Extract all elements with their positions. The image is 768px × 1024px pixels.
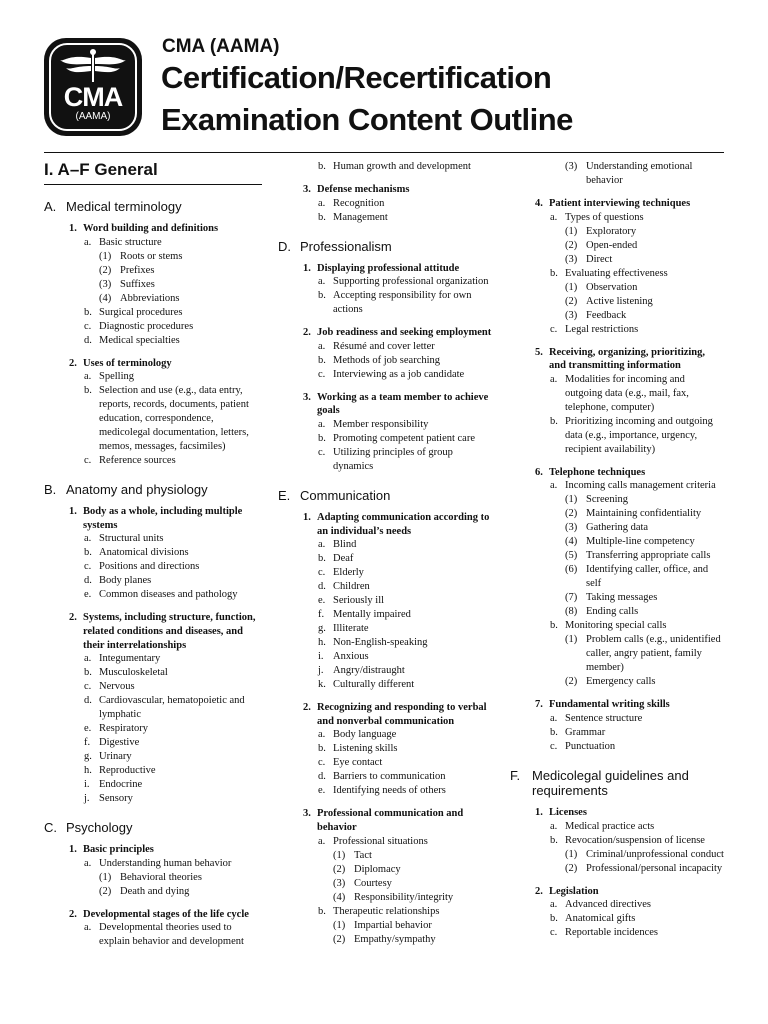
list-item: i. Endocrine xyxy=(84,779,143,791)
list-item: b. Human growth and development xyxy=(318,161,471,172)
column-1 xyxy=(44,160,262,949)
list-item: a. Résumé and cover letter xyxy=(318,340,435,352)
list-item: c. Nervous xyxy=(84,681,135,693)
list-item: g. Illiterate xyxy=(318,623,369,635)
list-item: a. Basic structure xyxy=(84,236,162,248)
list-subitem: (2) Empathy/sympathy xyxy=(333,933,436,945)
list-subitem: (2) Maintaining confidentiality xyxy=(565,508,702,520)
list-item: a. Structural units xyxy=(84,533,164,545)
list-item: a. Supporting professional organization xyxy=(318,276,489,288)
caduceus-wings-icon xyxy=(58,48,128,84)
list-subitem: (3) Direct xyxy=(565,253,613,265)
list-item: c. Reference sources xyxy=(84,455,176,467)
list-item: a. Medical practice acts xyxy=(550,820,655,832)
list-item: a. Integumentary xyxy=(84,653,161,665)
list-subitem: (1) Roots or stems xyxy=(99,250,183,262)
list-subitem: (3) Suffixes xyxy=(99,278,155,290)
list-item: a. Recognition xyxy=(318,197,385,209)
topic: 1. Displaying professional attitude xyxy=(303,262,460,274)
list-subitem: (2) Prefixes xyxy=(99,264,155,276)
list-item: f. Digestive xyxy=(84,737,140,749)
list-subitem: (1) Exploratory xyxy=(565,225,637,237)
list-subitem: (2) Open-ended xyxy=(565,239,638,251)
list-item: b. Management xyxy=(318,211,388,223)
topic: 2. Legislation xyxy=(535,885,599,897)
topic: 2. Systems, including structure, function, related conditions and diseases, and their interrelationships xyxy=(69,612,256,651)
list-item: b. Deaf xyxy=(318,553,354,565)
list-item: b. Grammar xyxy=(550,726,606,738)
list-subitem: (2) Death and dying xyxy=(99,885,190,897)
list-item: a. Blind xyxy=(318,539,357,551)
topic: 6. Telephone techniques xyxy=(535,466,646,478)
topic: 2. Uses of terminology xyxy=(69,357,172,369)
list-subitem: (1) Criminal/unprofessional conduct xyxy=(565,848,724,860)
list-item: b. Therapeutic relationships xyxy=(318,905,440,917)
list-subitem: (4) Responsibility/integrity xyxy=(333,891,454,903)
list-item: b. Selection and use (e.g., data entry, reports, records, documents, patient education, correspondence, medicolegal documentation, letters, memos, messages, facsimiles) xyxy=(84,385,249,453)
list-item: b. Accepting responsibility for own actions xyxy=(318,290,472,316)
list-item: g. Urinary xyxy=(84,751,132,763)
list-item: b. Anatomical divisions xyxy=(84,547,189,559)
topic: 2. Job readiness and seeking employment xyxy=(303,327,492,339)
topic: 3. Working as a team member to achieve goals xyxy=(303,391,489,417)
list-item: d. Cardiovascular, hematopoietic and lymphatic xyxy=(84,695,245,721)
list-item: a. Understanding human behavior xyxy=(84,857,232,869)
topic: 3. Defense mechanisms xyxy=(303,184,410,195)
list-subitem: (3) Courtesy xyxy=(333,877,392,889)
logo-text: CMA xyxy=(63,82,123,112)
list-item: c. Punctuation xyxy=(550,740,616,752)
list-item: d. Medical specialties xyxy=(84,334,180,346)
topic: 1. Adapting communication according to an individual’s needs xyxy=(303,511,490,537)
list-item: c. Eye contact xyxy=(318,757,383,769)
list-subitem: (1) Problem calls (e.g., unidentified caller, angry patient, family member) xyxy=(565,634,721,674)
list-item: c. Elderly xyxy=(318,567,364,579)
list-item: d. Children xyxy=(318,581,370,593)
list-subitem: (2) Diplomacy xyxy=(333,863,401,875)
list-item: a. Spelling xyxy=(84,371,135,383)
topic: 7. Fundamental writing skills xyxy=(535,699,670,711)
list-item: a. Member responsibility xyxy=(318,418,429,430)
list-item: b. Monitoring special calls xyxy=(550,620,667,632)
topic: 1. Body as a whole, including multiple systems xyxy=(69,506,243,531)
list-item: j. Angry/distraught xyxy=(318,665,405,677)
list-item: a. Body language xyxy=(318,729,397,741)
list-subitem: (4) Abbreviations xyxy=(99,292,180,304)
list-item: d. Body planes xyxy=(84,575,152,587)
section-c-heading: C. Psychology xyxy=(44,820,133,836)
logo-subtext: (AAMA) xyxy=(75,111,111,122)
list-item: a. Professional situations xyxy=(318,835,428,847)
cma-logo xyxy=(44,38,142,136)
list-item: b. Promoting competent patient care xyxy=(318,432,475,444)
list-item: b. Revocation/suspension of license xyxy=(550,834,705,846)
column-3 xyxy=(510,160,724,940)
list-item: b. Prioritizing incoming and outgoing data (e.g., importance, urgency, recipient availability) xyxy=(550,415,713,455)
topic: 3. Professional communication and behavior xyxy=(303,808,464,833)
document-header xyxy=(44,36,724,146)
section-f-heading: F. Medicolegal guidelines and requirements xyxy=(510,767,689,798)
list-item: b. Methods of job searching xyxy=(318,354,441,366)
list-item: a. Sentence structure xyxy=(550,712,643,724)
header-rule xyxy=(44,152,724,153)
list-item: e. Respiratory xyxy=(84,723,148,735)
list-subitem: (1) Tact xyxy=(333,849,372,861)
list-item: c. Interviewing as a job candidate xyxy=(318,368,465,380)
list-subitem: (3) Understanding emotional behavior xyxy=(565,161,693,186)
list-subitem: (4) Multiple-line competency xyxy=(565,536,695,548)
section-d-heading: D. Professionalism xyxy=(278,238,392,254)
topic: 2. Recognizing and responding to verbal and nonverbal communication xyxy=(303,702,487,727)
list-item: a. Developmental theories used to explain behavior and development xyxy=(84,922,244,948)
list-subitem: (6) Identifying caller, office, and self xyxy=(565,564,709,590)
list-item: c. Utilizing principles of group dynamics xyxy=(318,446,453,472)
list-item: b. Surgical procedures xyxy=(84,306,183,318)
list-subitem: (3) Gathering data xyxy=(565,522,649,534)
list-item: a. Advanced directives xyxy=(550,899,652,911)
topic: 1. Basic principles xyxy=(69,844,154,856)
list-item: b. Evaluating effectiveness xyxy=(550,267,668,279)
topic: 5. Receiving, organizing, prioritizing, and transmitting information xyxy=(535,346,706,372)
list-item: j. Sensory xyxy=(84,793,133,805)
list-subitem: (1) Behavioral theories xyxy=(99,871,202,883)
list-item: e. Seriously ill xyxy=(318,595,385,607)
list-subitem: (1) Screening xyxy=(565,494,628,506)
list-item: b. Musculoskeletal xyxy=(84,667,168,679)
topic: 4. Patient interviewing techniques xyxy=(535,198,691,209)
list-subitem: (5) Transferring appropriate calls xyxy=(565,550,711,562)
section-b-heading: B. Anatomy and physiology xyxy=(44,482,208,498)
document-title-line1: Certification/Recertification xyxy=(161,60,552,95)
list-item: b. Anatomical gifts xyxy=(550,913,636,925)
list-item: c. Reportable incidences xyxy=(550,927,659,939)
section-e-heading: E. Communication xyxy=(278,487,391,503)
list-subitem: (3) Feedback xyxy=(565,309,627,321)
list-item: d. Barriers to communication xyxy=(318,771,446,783)
topic: 1. Word building and definitions xyxy=(69,223,219,234)
list-subitem: (2) Active listening xyxy=(565,295,653,307)
list-item: e. Identifying needs of others xyxy=(318,785,446,797)
list-subitem: (2) Emergency calls xyxy=(565,676,656,688)
list-item: a. Modalities for incoming and outgoing data (e.g., mail, fax, telephone, computer) xyxy=(550,373,689,413)
part-heading: I. A–F General xyxy=(44,160,262,185)
list-item: b. Listening skills xyxy=(318,743,398,755)
list-item: c. Positions and directions xyxy=(84,561,200,573)
list-subitem: (8) Ending calls xyxy=(565,606,639,618)
list-subitem: (7) Taking messages xyxy=(565,592,658,604)
list-item: c. Diagnostic procedures xyxy=(84,320,194,332)
list-item: k. Culturally different xyxy=(318,679,415,691)
list-item: c. Legal restrictions xyxy=(550,323,639,335)
section-a-heading: A. Medical terminology xyxy=(44,199,182,214)
list-item: a. Incoming calls management criteria xyxy=(550,480,716,492)
list-subitem: (1) Observation xyxy=(565,281,638,293)
list-subitem: (2) Professional/personal incapacity xyxy=(565,862,723,874)
topic: 2. Developmental stages of the life cycle xyxy=(69,908,249,920)
list-subitem: (1) Impartial behavior xyxy=(333,919,432,931)
list-item: e. Common diseases and pathology xyxy=(84,589,238,601)
document-title-line2: Examination Content Outline xyxy=(161,102,573,137)
list-item: h. Reproductive xyxy=(84,765,156,777)
document-subtitle: CMA (AAMA) xyxy=(162,36,280,57)
column-2 xyxy=(278,160,494,947)
list-item: f. Mentally impaired xyxy=(318,609,411,621)
topic: 1. Licenses xyxy=(535,806,587,818)
list-item: h. Non-English-speaking xyxy=(318,637,428,649)
list-item: a. Types of questions xyxy=(550,211,644,223)
list-item: i. Anxious xyxy=(318,651,369,663)
